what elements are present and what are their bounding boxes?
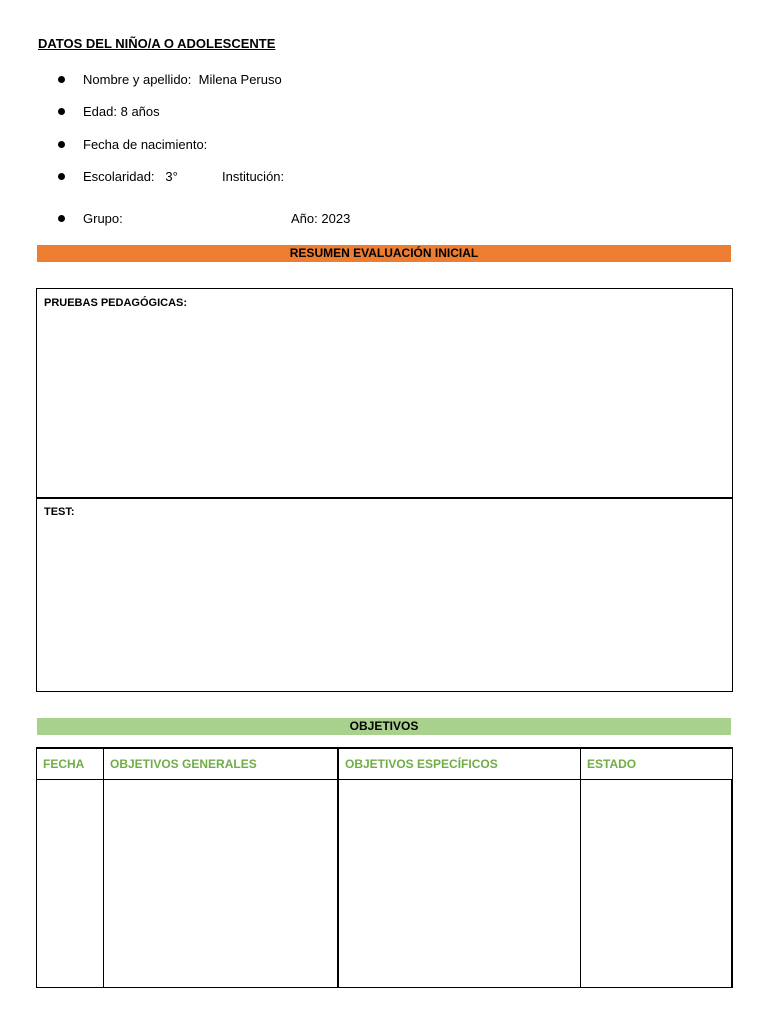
cell-objetivos-generales[interactable] <box>104 780 339 988</box>
bullet-icon <box>58 215 65 222</box>
field-nombre <box>58 72 282 87</box>
field-institucion <box>222 169 284 184</box>
nombre-value: Milena Peruso <box>198 72 282 87</box>
edad-value: 8 años <box>120 104 160 119</box>
test-label: TEST: <box>44 506 75 518</box>
col-fecha: FECHA <box>37 748 104 780</box>
cell-fecha[interactable] <box>37 780 104 988</box>
escolaridad-value: 3° <box>165 169 178 184</box>
pruebas-label: PRUEBAS PEDAGÓGICAS: <box>44 297 188 309</box>
cell-objetivos-especificos[interactable] <box>338 780 581 988</box>
table-header-row <box>37 748 733 780</box>
edad-label: Edad: <box>83 104 117 119</box>
col-objetivos-especificos: OBJETIVOS ESPECÍFICOS <box>338 748 581 780</box>
col-objetivos-generales: OBJETIVOS GENERALES <box>104 748 339 780</box>
section-title: DATOS DEL NIÑO/A O ADOLESCENTE <box>38 36 276 51</box>
fecha-label: Fecha de nacimiento: <box>83 137 208 152</box>
nombre-label: Nombre y apellido: <box>83 72 192 87</box>
test-box[interactable] <box>36 497 733 692</box>
field-edad <box>58 104 160 119</box>
anio-label: Año: <box>291 211 318 226</box>
grupo-label: Grupo: <box>83 211 123 226</box>
table-row <box>37 780 733 988</box>
escolaridad-label: Escolaridad: <box>83 169 155 184</box>
institucion-label: Institución: <box>222 169 285 184</box>
cell-estado[interactable] <box>581 780 733 988</box>
col-estado: ESTADO <box>581 748 733 780</box>
field-grupo <box>58 211 123 226</box>
field-escolaridad <box>58 169 178 184</box>
field-anio <box>291 211 350 226</box>
bullet-icon <box>58 76 65 83</box>
anio-value: 2023 <box>321 211 351 226</box>
bullet-icon <box>58 141 65 148</box>
field-fecha-nacimiento <box>58 137 207 152</box>
pruebas-box[interactable] <box>36 288 733 499</box>
objetivos-title-bar: OBJETIVOS <box>37 718 731 735</box>
objetivos-table <box>36 747 733 988</box>
bullet-icon <box>58 173 65 180</box>
resumen-title-bar: RESUMEN EVALUACIÓN INICIAL <box>37 245 731 262</box>
bullet-icon <box>58 108 65 115</box>
